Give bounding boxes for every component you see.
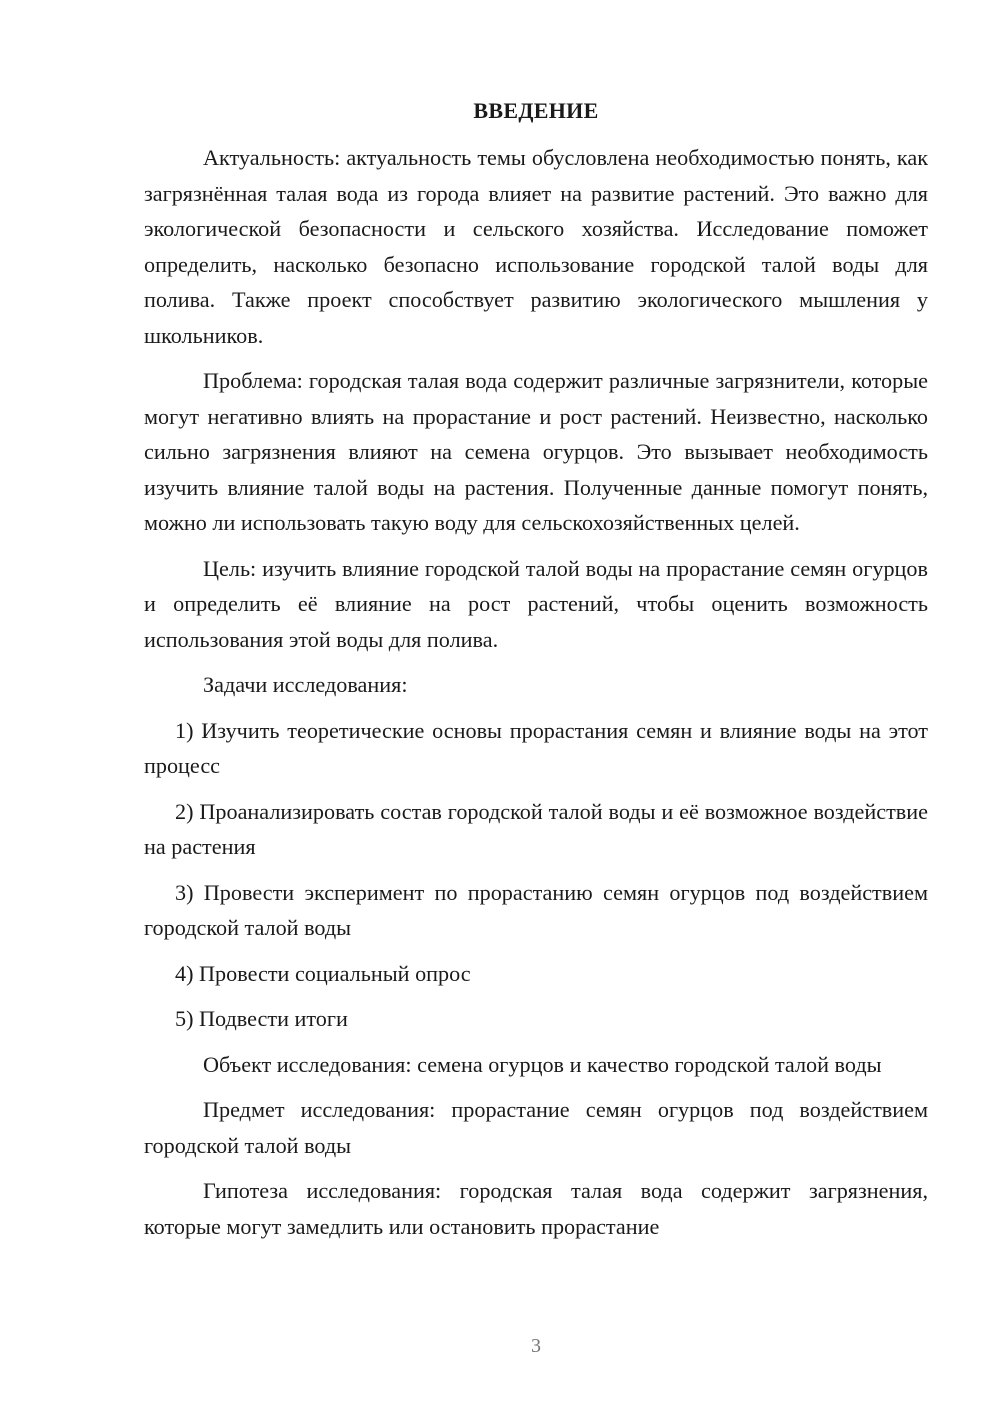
task-item-5: 5) Подвести итоги — [175, 1006, 348, 1031]
page-number: 3 — [531, 1335, 541, 1357]
body-text — [144, 140, 928, 1254]
paragraph-relevance: Актуальность: актуальность темы обусловлена необходимостью понять, как загрязнённая талая вода из города влияет на развитие растений. Это важно для экологической безопасности и сельского хозяйства. Исследование поможет определить, насколько безопасно использование городской талой воды для полива. Также проект способствует развитию экологического мышления у школьников. — [144, 145, 928, 348]
task-item-1: 1) Изучить теоретические основы прорастания семян и влияние воды на этот процесс — [144, 717, 928, 778]
paragraph-subject: Предмет исследования: прорастание семян огурцов под воздействием городской талой воды — [144, 1097, 928, 1158]
paragraph-hypothesis: Гипотеза исследования: городская талая вода содержит загрязнения, которые могут замедлить или остановить прорастание — [144, 1178, 928, 1239]
section-title: ВВЕДЕНИЕ — [473, 98, 599, 123]
paragraph-object: Объект исследования: семена огурцов и качество городской талой воды — [203, 1051, 882, 1077]
paragraph-goal: Цель: изучить влияние городской талой воды на прорастание семян огурцов и определить её влияние на рост растений, чтобы оценить возможность использования этой воды для полива. — [144, 555, 928, 652]
paragraph-problem: Проблема: городская талая вода содержит различные загрязнители, которые могут негативно влиять на прорастание и рост растений. Неизвестно, насколько сильно загрязнения влияют на семена огурцов. Это вызывает необходимость изучить влияние талой воды на растения. Полученные данные помогут понять, можно ли использовать такую воду для сельскохозяйственных целей. — [144, 368, 928, 535]
task-item-3: 3) Провести эксперимент по прорастанию семян огурцов под воздействием городской талой воды — [144, 879, 928, 940]
task-item-2: 2) Проанализировать состав городской талой воды и её возможное воздействие на растения — [144, 798, 928, 859]
task-item-4: 4) Провести социальный опрос — [175, 960, 471, 986]
paragraph-tasks-heading: Задачи исследования: — [203, 672, 408, 697]
